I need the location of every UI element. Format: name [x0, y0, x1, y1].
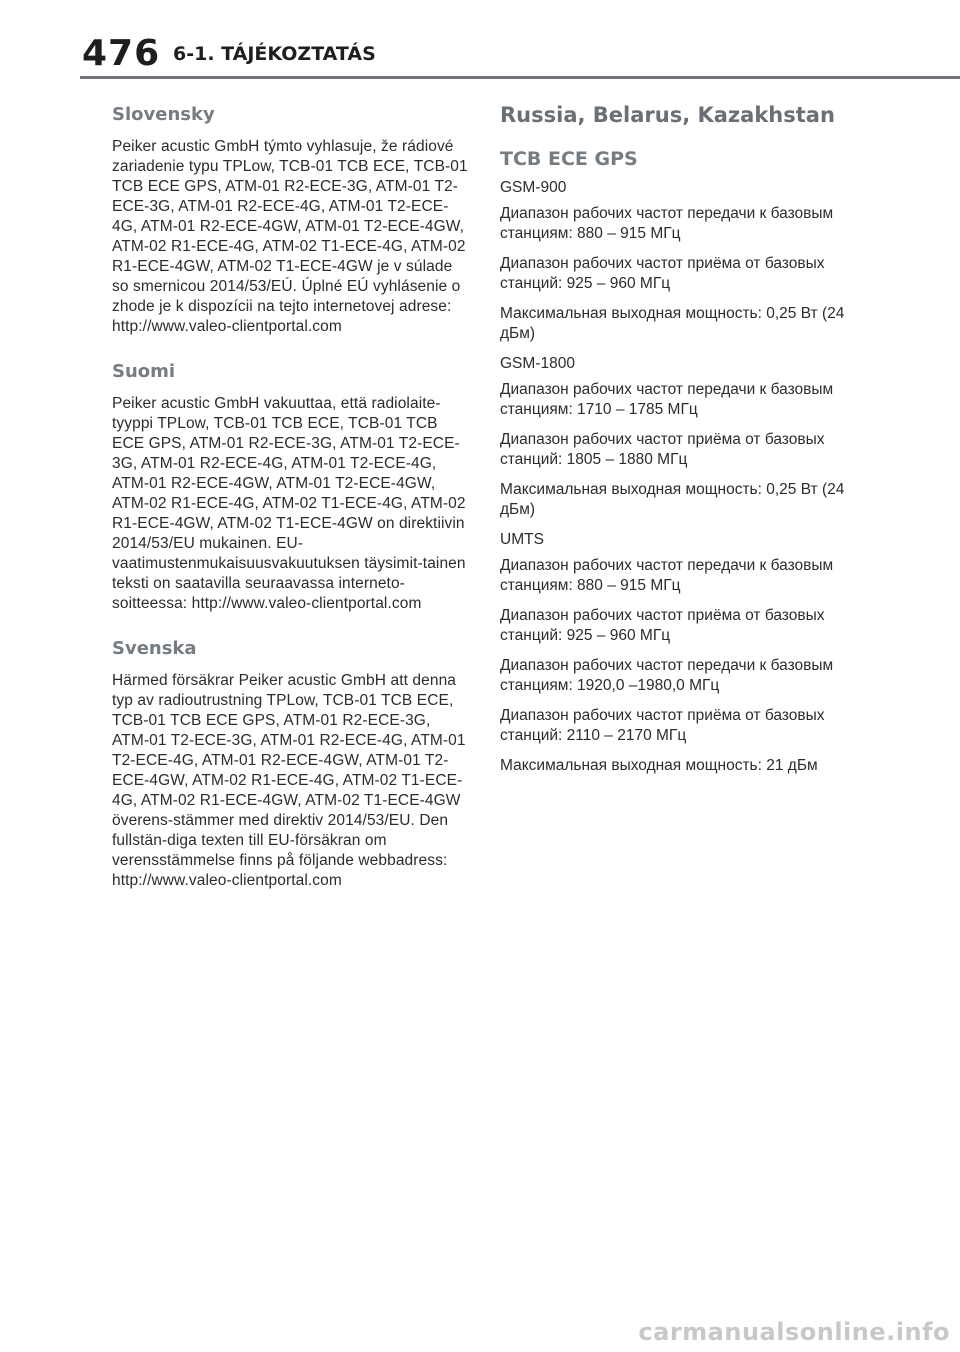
spec-line: Диапазон рабочих частот передачи к базовым станциям: 1920,0 –1980,0 МГц: [500, 657, 834, 694]
heading-suomi: Suomi: [112, 361, 176, 382]
text-slovensky: Peiker acustic GmbH týmto vyhlasuje, že rádiové zariadenie typu TPLow, TCB-01 TCB ECE, TCB-01 TCB ECE GPS, ATM-01 R2-ECE-3G, ATM-01 T2-ECE-3G, ATM-01 R2-ECE-4G, ATM-01 T2-ECE-4G, ATM-01 R2-ECE-4GW, ATM-01 T2-ECE-4GW, ATM-02 R1-ECE-4G, ATM-02 T1-ECE-4G, ATM-02 R1-ECE-4GW, ATM-02 T1-ECE-4GW je v súlade so smernicou 2014/53/EÚ. Úplné EÚ vyhlásenie o zhode je k dispozícii na tejto internetovej adrese: http://www.valeo-clientportal.com: [112, 138, 468, 335]
spec-line: Диапазон рабочих частот приёма от базовых станций: 1805 – 1880 МГц: [500, 431, 825, 468]
subheading-tcb-ece-gps: TCB ECE GPS: [500, 148, 638, 170]
spec-line: Диапазон рабочих частот передачи к базовым станциям: 1710 – 1785 МГц: [500, 381, 834, 418]
text-suomi: Peiker acustic GmbH vakuuttaa, että radiolaite-tyyppi TPLow, TCB-01 TCB ECE, TCB-01 TCB ECE GPS, ATM-01 R2-ECE-3G, ATM-01 T2-ECE-3G, ATM-01 R2-ECE-4G, ATM-01 T2-ECE-4G, ATM-01 R2-ECE-4GW, ATM-01 T2-ECE-4GW, ATM-02 R1-ECE-4G, ATM-02 T1-ECE-4G, ATM-02 R1-ECE-4GW, ATM-02 T1-ECE-4GW on direktiivin 2014/53/EU mukainen. EU-vaatimustenmukaisuusvakuutuksen täysimit-tainen teksti on saatavilla seuraavassa interneto-soitteessa: http://www.valeo-clientportal.com: [112, 395, 466, 612]
spec-line: Максимальная выходная мощность: 21 дБм: [500, 757, 818, 774]
heading-svenska: Svenska: [112, 638, 197, 659]
section-title: 6-1. TÁJÉKOZTATÁS: [173, 43, 376, 65]
band-label: GSM-900: [500, 179, 567, 196]
watermark: carmanualsonline.info: [638, 1318, 950, 1346]
right-column: [500, 100, 850, 786]
spec-line: Диапазон рабочих частот передачи к базовым станциям: 880 – 915 МГц: [500, 205, 834, 242]
band-label: GSM-1800: [500, 355, 575, 372]
page-number: 476: [82, 33, 161, 74]
spec-line: Диапазон рабочих частот приёма от базовых станций: 925 – 960 МГц: [500, 255, 825, 292]
spec-line: Максимальная выходная мощность: 0,25 Вт (24 дБм): [500, 305, 845, 342]
spec-line: Диапазон рабочих частот передачи к базовым станциям: 880 – 915 МГц: [500, 557, 834, 594]
spec-line: Диапазон рабочих частот приёма от базовых станций: 2110 – 2170 МГц: [500, 707, 825, 744]
spec-line: Диапазон рабочих частот приёма от базовых станций: 925 – 960 МГц: [500, 607, 825, 644]
page-header: [0, 0, 960, 80]
header-divider: [80, 76, 960, 79]
heading-russia-belarus-kazakhstan: Russia, Belarus, Kazakhstan: [500, 103, 835, 127]
left-column: [112, 100, 468, 911]
band-label: UMTS: [500, 531, 544, 548]
text-svenska: Härmed försäkrar Peiker acustic GmbH att denna typ av radioutrustning TPLow, TCB-01 TCB ECE, TCB-01 TCB ECE GPS, ATM-01 R2-ECE-3G, ATM-01 T2-ECE-3G, ATM-01 R2-ECE-4G, ATM-01 T2-ECE-4G, ATM-01 R2-ECE-4GW, ATM-01 T2-ECE-4GW, ATM-02 R1-ECE-4G, ATM-02 T1-ECE-4G, ATM-02 R1-ECE-4GW, ATM-02 T1-ECE-4GW överens-stämmer med direktiv 2014/53/EU. Den fullstän-diga texten till EU-försäkran om verensstämmelse finns på följande webbadress: http://www.valeo-clientportal.com: [112, 672, 466, 889]
spec-line: Максимальная выходная мощность: 0,25 Вт (24 дБм): [500, 481, 845, 518]
heading-slovensky: Slovensky: [112, 104, 215, 125]
